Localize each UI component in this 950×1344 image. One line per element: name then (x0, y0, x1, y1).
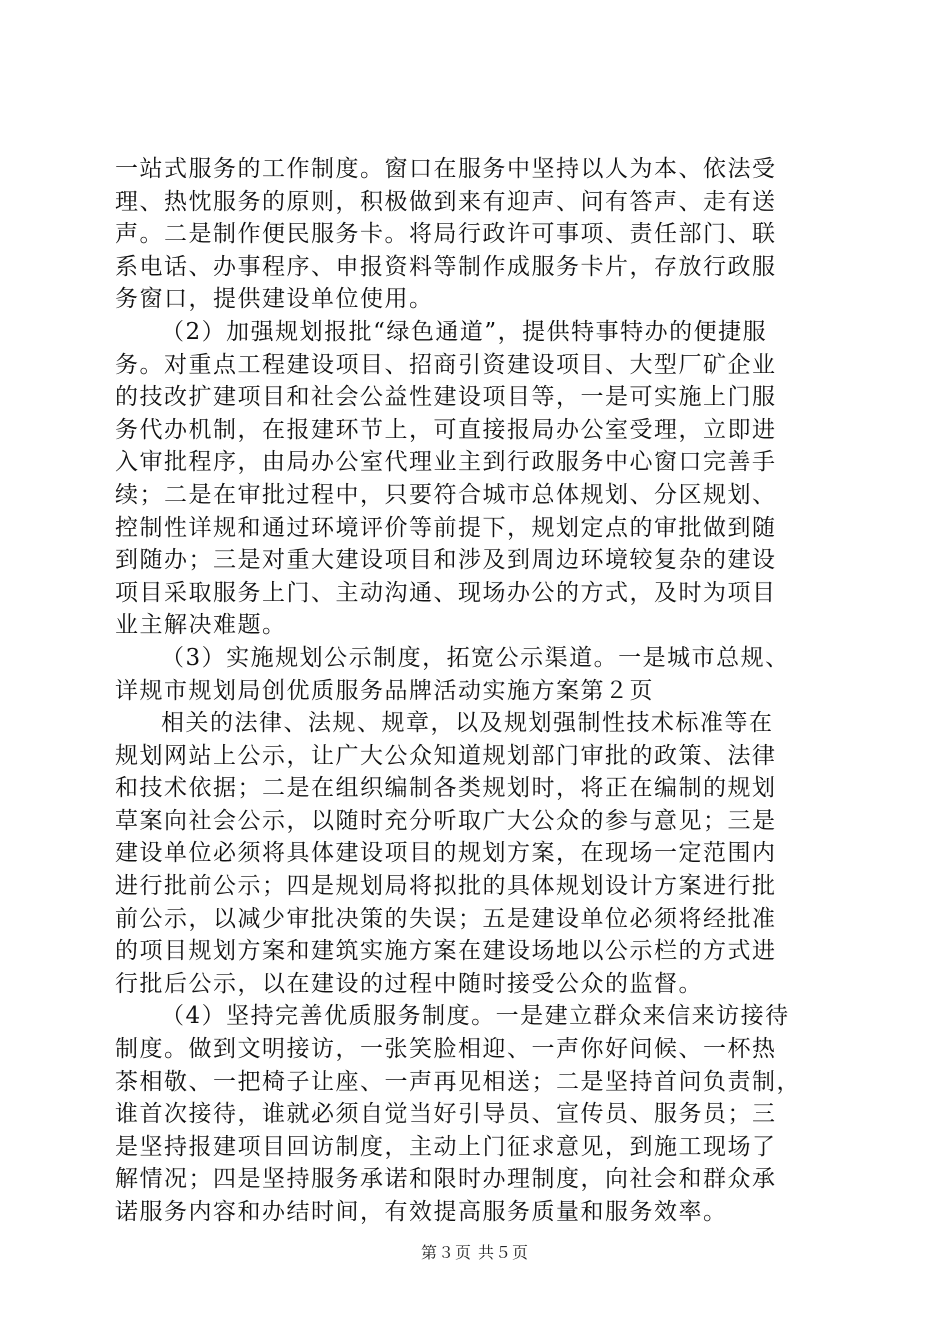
text-line: 进行批前公示；四是规划局将拟批的具体规划设计方案进行批 (115, 873, 777, 900)
text-line: 诺服务内容和办结时间，有效提高服务质量和服务效率。 (115, 1199, 728, 1225)
text-line: 详规市规划局创优质服务品牌活动实施方案第２页 (115, 677, 654, 704)
text-line: 理、热忱服务的原则，积极做到来有迎声、问有答声、走有送 (115, 188, 777, 215)
text-line: 草案向社会公示，以随时充分听取广大公众的参与意见；三是 (115, 807, 777, 834)
paragraph-start-line: 相关的法律、法规、规章，以及规划强制性技术标准等在 (161, 710, 774, 737)
text-line: 的项目规划方案和建筑实施方案在建设场地以公示栏的方式进 (115, 938, 777, 965)
text-line: 规划网站上公示，让广大公众知道规划部门审批的政策、法律 (115, 742, 777, 769)
text-line: 制度。做到文明接访，一张笑脸相迎、一声你好问候、一杯热 (115, 1036, 777, 1063)
text-line: 项目采取服务上门、主动沟通、现场办公的方式，及时为项目 (115, 579, 777, 606)
text-line: 业主解决难题。 (115, 612, 287, 639)
text-line: 茶相敬、一把椅子让座、一声再见相送；二是坚持首问负责制， (115, 1068, 801, 1095)
paragraph-start-line: （4）坚持完善优质服务制度。一是建立群众来信来访接待 (161, 1003, 790, 1030)
page-footer: 第３页 共５页 (420, 1243, 530, 1262)
text-line: 的技改扩建项目和社会公益性建设项目等，一是可实施上门服 (115, 384, 777, 411)
paragraph-start-line: （2）加强规划报批“绿色通道”，提供特事特办的便捷服 (161, 318, 768, 345)
text-line: 务窗口，提供建设单位使用。 (115, 286, 434, 313)
text-line: 务。对重点工程建设项目、招商引资建设项目、大型厂矿企业 (115, 351, 777, 378)
body-text (115, 153, 835, 1229)
text-line: 续；二是在审批过程中，只要符合城市总体规划、分区规划、 (115, 481, 777, 508)
text-line: 声。二是制作便民服务卡。将局行政许可事项、责任部门、联 (115, 221, 777, 248)
text-line: 一站式服务的工作制度。窗口在服务中坚持以人为本、依法受 (115, 156, 777, 182)
text-line: 到随办；三是对重大建设项目和涉及到周边环境较复杂的建设 (115, 547, 777, 574)
text-line: 系电话、办事程序、申报资料等制作成服务卡片，存放行政服 (115, 253, 777, 280)
text-line: 入审批程序，由局办公室代理业主到行政服务中心窗口完善手 (115, 449, 777, 476)
text-line: 是坚持报建项目回访制度，主动上门征求意见，到施工现场了 (115, 1133, 777, 1160)
text-line: 建设单位必须将具体建设项目的规划方案，在现场一定范围内 (115, 840, 777, 867)
text-line: 前公示，以减少审批决策的失误；五是建设单位必须将经批准 (115, 905, 777, 932)
text-line: 控制性详规和通过环境评价等前提下，规划定点的审批做到随 (115, 514, 777, 541)
paragraph-start-line: （3）实施规划公示制度，拓宽公示渠道。一是城市总规、 (161, 644, 790, 671)
text-line: 务代办机制，在报建环节上，可直接报局办公室受理，立即进 (115, 416, 777, 443)
text-line: 谁首次接待，谁就必须自觉当好引导员、宣传员、服务员；三 (115, 1101, 777, 1128)
text-line: 解情况；四是坚持服务承诺和限时办理制度，向社会和群众承 (115, 1166, 777, 1193)
text-line: 行批后公示，以在建设的过程中随时接受公众的监督。 (115, 970, 703, 997)
text-line: 和技术依据；二是在组织编制各类规划时，将正在编制的规划 (115, 775, 777, 802)
